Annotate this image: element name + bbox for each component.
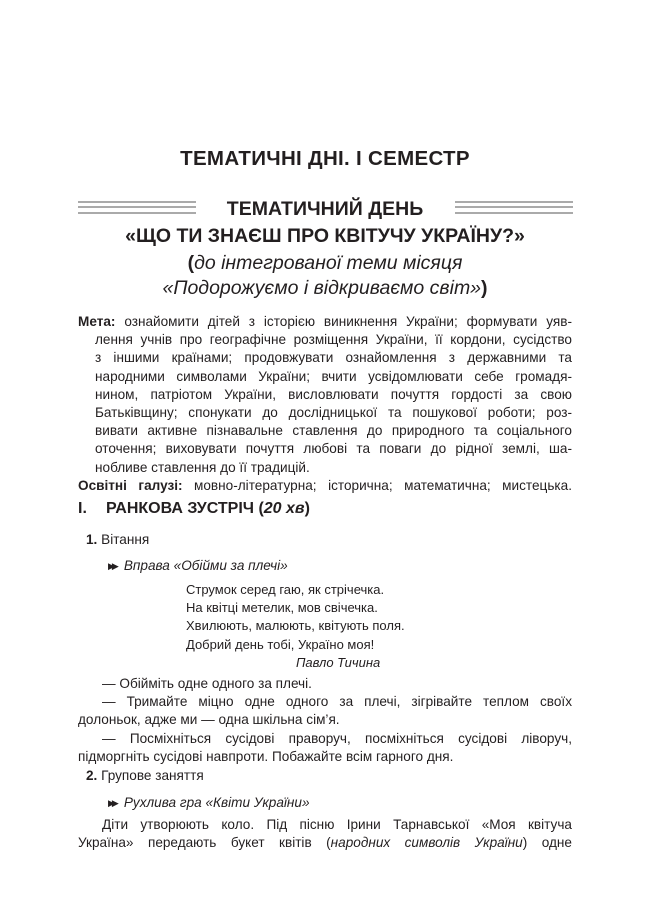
- section-duration: 20 хв: [263, 500, 305, 517]
- areas-text: мовно-літературна; історична; математична; мистецька.: [194, 477, 572, 493]
- goal-line: з іншими країнами; продовжувати ознайомлення з державними та: [95, 350, 572, 366]
- exercise-heading: [108, 794, 310, 812]
- goal-line: [78, 313, 572, 331]
- goal-line: нином, патріотом України, висловлювати почуття гордості за свою: [95, 386, 572, 402]
- dialog-line: підморгніть сусідові навпроти. Побажайте всім гарного дня.: [78, 748, 454, 764]
- section-title: РАНКОВА ЗУСТРІЧ (: [106, 500, 264, 517]
- topic-theme-line1: [0, 250, 650, 276]
- text: ) одне: [522, 835, 572, 851]
- poem-line: Добрий день тобі, Україно моя!: [186, 636, 375, 652]
- exercise-title: Вправа «Обійми за плечі»: [123, 558, 288, 573]
- areas-line: [78, 477, 572, 495]
- item-title: Групове заняття: [101, 768, 204, 783]
- poem-line: Струмок серед гаю, як стрічечка.: [186, 582, 385, 597]
- item-number: 1.: [86, 532, 98, 547]
- dialog-line: долоньок, адже ми — одна шкільна сім’я.: [78, 712, 340, 728]
- dialog-line: — Обійміть одне одного за плечі.: [102, 676, 312, 691]
- topic-heading: ТЕМАТИЧНИЙ ДЕНЬ: [226, 198, 424, 220]
- goal-line: народними символами України; вчити усвідомлювати себе громадя-: [95, 368, 572, 384]
- paren: ): [304, 500, 310, 517]
- item-number: 2.: [86, 768, 98, 783]
- text: Україна» передають букет квітів (: [78, 835, 331, 851]
- paren: (: [187, 252, 195, 274]
- goal-line: лення учнів про географічне розміщення України, її кордони, сусідство: [95, 332, 572, 348]
- item-heading: [86, 767, 204, 785]
- paren: ): [481, 277, 488, 299]
- goal-line: нобливе ставлення до її традицій.: [95, 459, 310, 475]
- goal-line: Батьківщину; спонукати до дослідницької та пошукової роботи; роз-: [95, 405, 572, 421]
- poem: [186, 581, 405, 672]
- areas-label: Освітні галузі:: [78, 477, 183, 493]
- topic-title: «ЩО ТИ ЗНАЄШ ПРО КВІТУЧУ УКРАЇНУ?»: [125, 225, 525, 247]
- goal-text: ознайомити дітей з історією виникнення України; формувати уяв-: [124, 314, 573, 329]
- topic-theme-line2: [0, 275, 650, 301]
- goal-line: вивати активне пізнавальне ставлення до природного та соціального: [95, 423, 572, 439]
- exercise-heading: [108, 557, 288, 575]
- theme-text: до інтегрованої теми місяця: [194, 252, 463, 274]
- section-heading: [78, 500, 310, 518]
- dialog: [78, 675, 572, 766]
- dialog-line: — Тримайте міцно одне одного за плечі, зігрівайте теплом своїх: [102, 694, 572, 710]
- goal-label: Мета:: [78, 314, 116, 329]
- poem-line: Хвилюють, малюють, квітують поля.: [186, 618, 405, 634]
- section-number: I.: [78, 500, 87, 517]
- poem-line: На квітці метелик, мов свічечка.: [186, 600, 378, 616]
- paragraph-line: [78, 834, 572, 852]
- exercise-title: Рухлива гра «Квіти України»: [123, 795, 310, 810]
- paragraph-line: Діти утворюють коло. Під пісню Ірини Тарнавської «Моя квітуча: [102, 817, 572, 832]
- goal-block: [78, 313, 572, 495]
- goal-line: оточення; виховувати почуття любові та поваги до рідної землі, ша-: [95, 441, 572, 457]
- theme-text: «Подорожуємо і відкриваємо світ»: [162, 277, 482, 299]
- poem-author: Павло Тичина: [296, 654, 381, 670]
- double-arrow-icon: ▶▶: [108, 798, 116, 808]
- double-arrow-icon: ▶▶: [108, 561, 116, 571]
- item-heading: [86, 531, 149, 549]
- item-title: Вітання: [101, 532, 150, 547]
- paragraph: [78, 816, 572, 852]
- text: народних символів України: [330, 835, 523, 851]
- page-title: ТЕМАТИЧНІ ДНІ. І СЕМЕСТР: [180, 147, 470, 170]
- dialog-line: — Посміхніться сусідові праворуч, посміхніться сусідові ліворуч,: [102, 730, 572, 746]
